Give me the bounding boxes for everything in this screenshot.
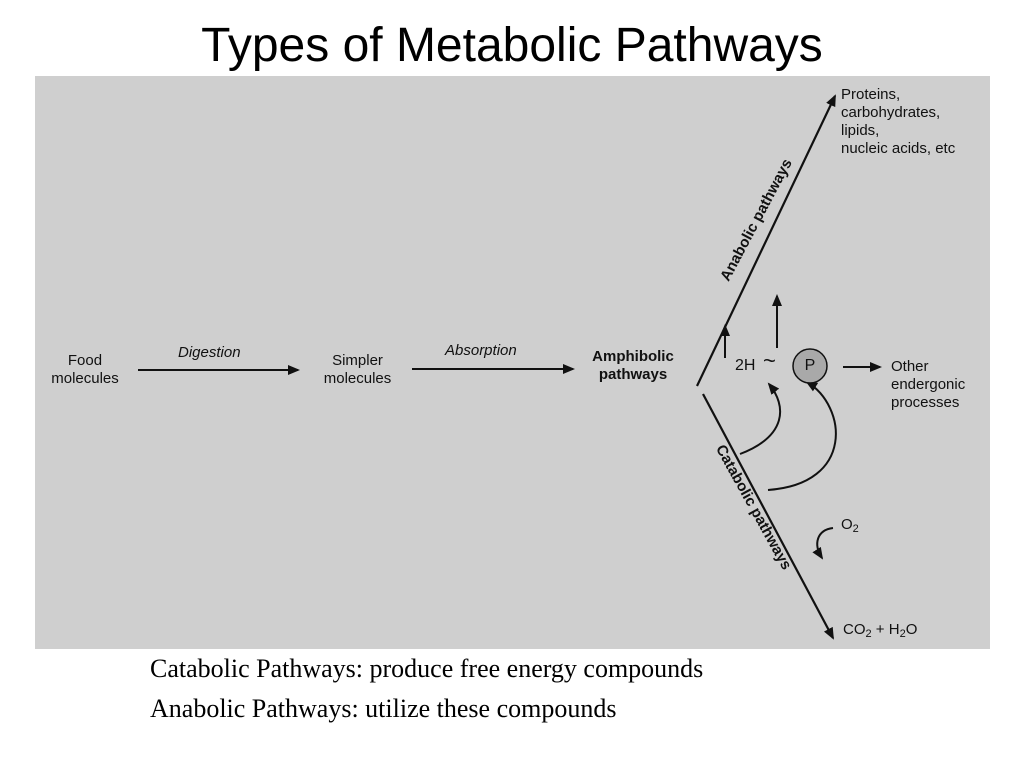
metabolic-pathway-diagram (35, 76, 990, 649)
absorption-label: Absorption (445, 342, 517, 359)
co2-h2o-label: $CO_2 + H_2O$ (843, 621, 918, 640)
digestion-label: Digestion (178, 344, 241, 361)
two-h-label: 2H (735, 357, 756, 374)
tilde-label: ~ (763, 348, 776, 373)
oxygen-arrow (817, 528, 833, 558)
anabolic-pathways-label: Anabolic pathways (717, 156, 796, 284)
caption-anabolic: Anabolic Pathways: utilize these compounds (150, 694, 617, 723)
caption-catabolic: Catabolic Pathways: produce free energy compounds (150, 654, 704, 683)
amphibolic-pathways-label: Amphibolic pathways (592, 348, 674, 383)
catabolic-pathways-label: Catabolic pathways (712, 442, 795, 573)
oxygen-label: $O_2$ (841, 516, 859, 535)
other-endergonic-label: Other endergonic processes (891, 358, 966, 411)
page-title: Types of Metabolic Pathways (201, 19, 823, 72)
simpler-molecules-label: Simpler molecules (323, 352, 392, 387)
curved-arrow-inner (740, 384, 780, 454)
anabolic-arrow (697, 96, 835, 386)
food-molecules-label: Food molecules (51, 352, 119, 387)
phosphate-label: P (804, 357, 816, 374)
diagram-arrows (35, 76, 990, 649)
products-label: Proteins, carbohydrates, lipids, nucleic acids, etc (841, 86, 956, 157)
